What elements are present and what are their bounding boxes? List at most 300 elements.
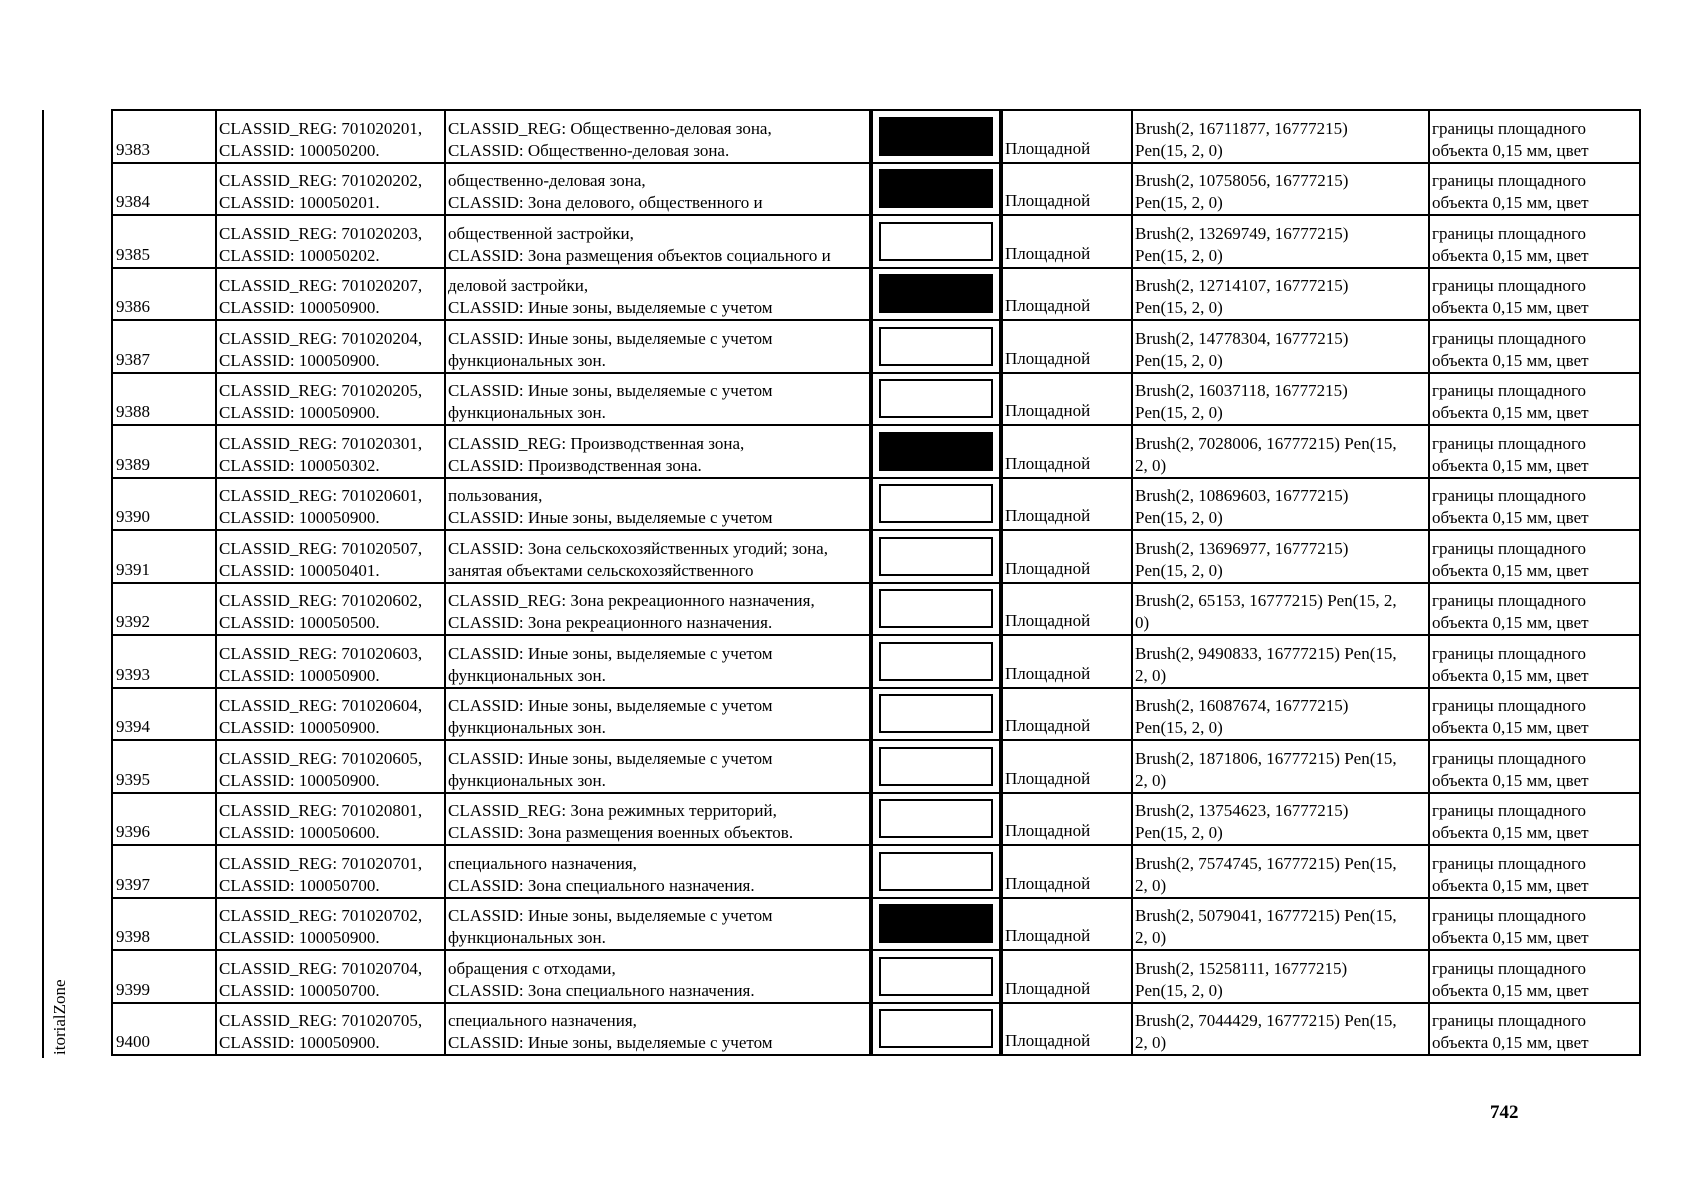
table-row xyxy=(112,163,1640,216)
description-cell xyxy=(445,268,871,321)
description-cell xyxy=(445,478,871,531)
table-row xyxy=(112,950,1640,1003)
type-cell: Площадной xyxy=(1001,268,1132,321)
symbol-cell xyxy=(871,740,1001,793)
note-cell xyxy=(1429,898,1640,951)
description-line-1: CLASSID: Иные зоны, выделяемые с учетом xyxy=(448,906,773,925)
row-number: 9383 xyxy=(112,110,216,163)
description-cell xyxy=(445,1003,871,1056)
description-cell xyxy=(445,163,871,216)
note-cell xyxy=(1429,163,1640,216)
pen-line: Pen(15, 2, 0) xyxy=(1135,193,1223,212)
classid: CLASSID: 100050200. xyxy=(219,140,380,160)
symbol-cell xyxy=(871,425,1001,478)
note-line-1: границы площадного xyxy=(1432,433,1586,453)
classid-cell xyxy=(216,950,445,1003)
row-number: 9394 xyxy=(112,688,216,741)
note-line-1: границы площадного xyxy=(1432,538,1586,558)
row-number: 9389 xyxy=(112,425,216,478)
type-cell: Площадной xyxy=(1001,950,1132,1003)
fill-swatch xyxy=(879,169,993,208)
style-cell xyxy=(1132,635,1429,688)
classid-cell xyxy=(216,898,445,951)
table-row xyxy=(112,425,1640,478)
fill-swatch xyxy=(879,1009,993,1048)
table-row xyxy=(112,845,1640,898)
style-cell xyxy=(1132,530,1429,583)
description-line-1: обращения с отходами, xyxy=(448,958,616,978)
description-line-2: CLASSID: Общественно-деловая зона. xyxy=(448,140,730,160)
type-cell: Площадной xyxy=(1001,215,1132,268)
description-line-1: специального назначения, xyxy=(448,1011,637,1030)
description-cell xyxy=(445,950,871,1003)
classid-cell xyxy=(216,268,445,321)
note-cell xyxy=(1429,320,1640,373)
description-line-2: CLASSID: Зона размещения военных объектов. xyxy=(448,823,794,842)
note-line-1: границы площадного xyxy=(1432,643,1586,663)
classid-reg: CLASSID_REG: 701020205, xyxy=(219,381,423,400)
classid: CLASSID: 100050600. xyxy=(219,823,380,842)
style-cell xyxy=(1132,478,1429,531)
type-cell: Площадной xyxy=(1001,110,1132,163)
description-line-2: CLASSID: Иные зоны, выделяемые с учетом xyxy=(448,508,773,527)
classid-cell xyxy=(216,530,445,583)
pen-line: 2, 0) xyxy=(1135,770,1167,790)
classid: CLASSID: 100050900. xyxy=(219,1033,380,1052)
fill-swatch xyxy=(879,222,993,261)
description-line-1: CLASSID: Иные зоны, выделяемые с учетом xyxy=(448,381,773,400)
description-line-2: CLASSID: Иные зоны, выделяемые с учетом xyxy=(448,298,773,317)
note-cell xyxy=(1429,425,1640,478)
type-cell: Площадной xyxy=(1001,530,1132,583)
classid-reg: CLASSID_REG: 701020201, xyxy=(219,118,423,138)
description-cell xyxy=(445,583,871,636)
classid-cell xyxy=(216,425,445,478)
classid-reg: CLASSID_REG: 701020202, xyxy=(219,171,423,190)
row-number: 9400 xyxy=(112,1003,216,1056)
note-line-1: границы площадного xyxy=(1432,171,1586,190)
brush-line: Brush(2, 1871806, 16777215) Pen(15, xyxy=(1135,748,1397,768)
classid-reg: CLASSID_REG: 701020204, xyxy=(219,328,423,348)
type-cell: Площадной xyxy=(1001,320,1132,373)
brush-line: Brush(2, 14778304, 16777215) xyxy=(1135,328,1349,348)
left-margin-rule xyxy=(42,110,44,1058)
brush-line: Brush(2, 16711877, 16777215) xyxy=(1135,118,1348,138)
style-cell xyxy=(1132,950,1429,1003)
pen-line: 2, 0) xyxy=(1135,665,1167,685)
description-cell xyxy=(445,425,871,478)
description-line-1: пользования, xyxy=(448,486,543,505)
classid-reg: CLASSID_REG: 701020603, xyxy=(219,643,423,663)
brush-line: Brush(2, 15258111, 16777215) xyxy=(1135,958,1348,978)
symbol-cell xyxy=(871,373,1001,426)
fill-swatch xyxy=(879,379,993,418)
symbol-cell xyxy=(871,583,1001,636)
row-number: 9398 xyxy=(112,898,216,951)
note-cell xyxy=(1429,1003,1640,1056)
note-cell xyxy=(1429,373,1640,426)
row-number: 9390 xyxy=(112,478,216,531)
description-line-1: CLASSID_REG: Зона режимных территорий, xyxy=(448,801,777,820)
description-cell xyxy=(445,635,871,688)
style-cell xyxy=(1132,688,1429,741)
classid: CLASSID: 100050900. xyxy=(219,665,380,685)
pen-line: 2, 0) xyxy=(1135,928,1167,947)
description-line-2: функциональных зон. xyxy=(448,665,606,685)
classid: CLASSID: 100050900. xyxy=(219,403,380,422)
symbol-cell xyxy=(871,845,1001,898)
note-line-2: объекта 0,15 мм, цвет xyxy=(1432,298,1589,317)
classid: CLASSID: 100050900. xyxy=(219,928,380,947)
note-line-1: границы площадного xyxy=(1432,1011,1586,1030)
fill-swatch xyxy=(879,432,993,471)
pen-line: 2, 0) xyxy=(1135,875,1167,895)
table-row xyxy=(112,530,1640,583)
description-cell xyxy=(445,793,871,846)
symbol-cell xyxy=(871,635,1001,688)
pen-line: Pen(15, 2, 0) xyxy=(1135,823,1223,842)
style-cell xyxy=(1132,793,1429,846)
row-number: 9391 xyxy=(112,530,216,583)
description-line-2: CLASSID: Зона рекреационного назначения. xyxy=(448,613,773,632)
table-row xyxy=(112,740,1640,793)
symbol-cell xyxy=(871,898,1001,951)
fill-swatch xyxy=(879,274,993,313)
row-number: 9395 xyxy=(112,740,216,793)
symbol-cell xyxy=(871,1003,1001,1056)
fill-swatch xyxy=(879,642,993,681)
symbol-cell xyxy=(871,110,1001,163)
note-cell xyxy=(1429,688,1640,741)
note-cell xyxy=(1429,268,1640,321)
type-cell: Площадной xyxy=(1001,1003,1132,1056)
note-line-1: границы площадного xyxy=(1432,381,1586,400)
description-line-1: CLASSID: Иные зоны, выделяемые с учетом xyxy=(448,643,773,663)
description-line-1: CLASSID_REG: Общественно-деловая зона, xyxy=(448,118,772,138)
row-number: 9385 xyxy=(112,215,216,268)
row-number: 9399 xyxy=(112,950,216,1003)
note-line-2: объекта 0,15 мм, цвет xyxy=(1432,350,1589,370)
description-line-1: деловой застройки, xyxy=(448,276,589,295)
fill-swatch xyxy=(879,799,993,838)
classid-cell xyxy=(216,215,445,268)
description-line-2: функциональных зон. xyxy=(448,770,606,790)
symbol-cell xyxy=(871,530,1001,583)
style-cell xyxy=(1132,583,1429,636)
note-line-2: объекта 0,15 мм, цвет xyxy=(1432,770,1589,790)
row-number: 9393 xyxy=(112,635,216,688)
brush-line: Brush(2, 7044429, 16777215) Pen(15, xyxy=(1135,1011,1397,1030)
classid-reg: CLASSID_REG: 701020301, xyxy=(219,433,423,453)
description-line-2: CLASSID: Производственная зона. xyxy=(448,455,702,475)
row-number: 9392 xyxy=(112,583,216,636)
note-line-2: объекта 0,15 мм, цвет xyxy=(1432,928,1589,947)
row-number: 9397 xyxy=(112,845,216,898)
type-cell: Площадной xyxy=(1001,898,1132,951)
classid-reg: CLASSID_REG: 701020207, xyxy=(219,276,423,295)
note-line-2: объекта 0,15 мм, цвет xyxy=(1432,1033,1589,1052)
brush-line: Brush(2, 13696977, 16777215) xyxy=(1135,538,1349,558)
brush-line: Brush(2, 16037118, 16777215) xyxy=(1135,381,1348,400)
classid-reg: CLASSID_REG: 701020601, xyxy=(219,486,423,505)
table-row xyxy=(112,688,1640,741)
classid-reg: CLASSID_REG: 701020507, xyxy=(219,538,423,558)
row-number: 9384 xyxy=(112,163,216,216)
type-cell: Площадной xyxy=(1001,163,1132,216)
pen-line: Pen(15, 2, 0) xyxy=(1135,560,1223,580)
page-number: 742 xyxy=(1490,1102,1519,1123)
classid: CLASSID: 100050202. xyxy=(219,245,380,265)
description-line-2: функциональных зон. xyxy=(448,403,606,422)
note-cell xyxy=(1429,845,1640,898)
description-line-1: CLASSID: Иные зоны, выделяемые с учетом xyxy=(448,696,773,715)
description-line-1: CLASSID: Иные зоны, выделяемые с учетом xyxy=(448,748,773,768)
description-line-1: общественной застройки, xyxy=(448,223,634,243)
description-line-2: занятая объектами сельскохозяйственного xyxy=(448,560,754,580)
note-line-2: объекта 0,15 мм, цвет xyxy=(1432,613,1589,632)
classid-reg: CLASSID_REG: 701020605, xyxy=(219,748,423,768)
row-number: 9387 xyxy=(112,320,216,373)
style-cell xyxy=(1132,740,1429,793)
classid-reg: CLASSID_REG: 701020704, xyxy=(219,958,423,978)
classid: CLASSID: 100050900. xyxy=(219,718,380,737)
style-cell xyxy=(1132,898,1429,951)
table-row xyxy=(112,583,1640,636)
brush-line: Brush(2, 7028006, 16777215) Pen(15, xyxy=(1135,433,1397,453)
description-line-2: CLASSID: Зона специального назначения. xyxy=(448,980,755,1000)
table-row xyxy=(112,635,1640,688)
row-number: 9386 xyxy=(112,268,216,321)
classid-reg: CLASSID_REG: 701020702, xyxy=(219,906,423,925)
table-row xyxy=(112,110,1640,163)
symbol-cell xyxy=(871,950,1001,1003)
classid: CLASSID: 100050900. xyxy=(219,770,380,790)
type-cell: Площадной xyxy=(1001,688,1132,741)
note-line-2: объекта 0,15 мм, цвет xyxy=(1432,980,1589,1000)
note-cell xyxy=(1429,215,1640,268)
type-cell: Площадной xyxy=(1001,478,1132,531)
type-cell: Площадной xyxy=(1001,425,1132,478)
note-line-1: границы площадного xyxy=(1432,276,1586,295)
brush-line: Brush(2, 12714107, 16777215) xyxy=(1135,276,1349,295)
classid-cell xyxy=(216,1003,445,1056)
note-line-1: границы площадного xyxy=(1432,328,1586,348)
type-cell: Площадной xyxy=(1001,793,1132,846)
note-line-2: объекта 0,15 мм, цвет xyxy=(1432,718,1589,737)
fill-swatch xyxy=(879,957,993,996)
fill-swatch xyxy=(879,904,993,943)
note-cell xyxy=(1429,793,1640,846)
type-cell: Площадной xyxy=(1001,583,1132,636)
note-line-1: границы площадного xyxy=(1432,118,1586,138)
description-cell xyxy=(445,740,871,793)
fill-swatch xyxy=(879,327,993,366)
style-cell xyxy=(1132,163,1429,216)
pen-line: 2, 0) xyxy=(1135,1033,1167,1052)
classid-cell xyxy=(216,583,445,636)
note-line-2: объекта 0,15 мм, цвет xyxy=(1432,455,1589,475)
fill-swatch xyxy=(879,694,993,733)
classid-cell xyxy=(216,478,445,531)
style-cell xyxy=(1132,845,1429,898)
symbol-cell xyxy=(871,268,1001,321)
brush-line: Brush(2, 7574745, 16777215) Pen(15, xyxy=(1135,853,1397,873)
type-cell: Площадной xyxy=(1001,635,1132,688)
description-line-1: CLASSID: Зона сельскохозяйственных угодий; зона, xyxy=(448,538,828,558)
classid-cell xyxy=(216,163,445,216)
row-number: 9388 xyxy=(112,373,216,426)
description-line-1: CLASSID_REG: Производственная зона, xyxy=(448,433,745,453)
note-line-1: границы площадного xyxy=(1432,748,1586,768)
type-cell: Площадной xyxy=(1001,740,1132,793)
classid: CLASSID: 100050401. xyxy=(219,560,380,580)
pen-line: Pen(15, 2, 0) xyxy=(1135,350,1223,370)
classid: CLASSID: 100050700. xyxy=(219,980,380,1000)
description-cell xyxy=(445,845,871,898)
note-cell xyxy=(1429,635,1640,688)
pen-line: 0) xyxy=(1135,613,1150,632)
note-line-2: объекта 0,15 мм, цвет xyxy=(1432,665,1589,685)
brush-line: Brush(2, 16087674, 16777215) xyxy=(1135,696,1349,715)
note-line-2: объекта 0,15 мм, цвет xyxy=(1432,193,1589,212)
classid-cell xyxy=(216,635,445,688)
fill-swatch xyxy=(879,537,993,576)
description-line-2: CLASSID: Зона размещения объектов социального и xyxy=(448,245,831,265)
pen-line: Pen(15, 2, 0) xyxy=(1135,140,1223,160)
fill-swatch xyxy=(879,484,993,523)
description-cell xyxy=(445,373,871,426)
style-cell xyxy=(1132,110,1429,163)
pen-line: Pen(15, 2, 0) xyxy=(1135,298,1223,317)
side-label: itorialZone xyxy=(50,979,69,1055)
style-cell xyxy=(1132,320,1429,373)
note-line-2: объекта 0,15 мм, цвет xyxy=(1432,560,1589,580)
classid-cell xyxy=(216,320,445,373)
classid-reg: CLASSID_REG: 701020705, xyxy=(219,1011,423,1030)
classid: CLASSID: 100050900. xyxy=(219,508,380,527)
note-cell xyxy=(1429,530,1640,583)
table-row xyxy=(112,478,1640,531)
pen-line: Pen(15, 2, 0) xyxy=(1135,980,1223,1000)
table-row xyxy=(112,1003,1640,1056)
style-cell xyxy=(1132,425,1429,478)
note-line-1: границы площадного xyxy=(1432,958,1586,978)
note-line-2: объекта 0,15 мм, цвет xyxy=(1432,140,1589,160)
note-line-2: объекта 0,15 мм, цвет xyxy=(1432,403,1589,422)
description-cell xyxy=(445,110,871,163)
description-line-2: CLASSID: Иные зоны, выделяемые с учетом xyxy=(448,1033,773,1052)
table-row xyxy=(112,215,1640,268)
symbol-cell xyxy=(871,320,1001,373)
description-line-2: функциональных зон. xyxy=(448,350,606,370)
description-cell xyxy=(445,530,871,583)
symbol-cell xyxy=(871,215,1001,268)
note-line-2: объекта 0,15 мм, цвет xyxy=(1432,823,1589,842)
note-cell xyxy=(1429,950,1640,1003)
classid-reg: CLASSID_REG: 701020602, xyxy=(219,591,423,610)
fill-swatch xyxy=(879,589,993,628)
pen-line: Pen(15, 2, 0) xyxy=(1135,508,1223,527)
symbol-cell xyxy=(871,163,1001,216)
pen-line: 2, 0) xyxy=(1135,455,1167,475)
brush-line: Brush(2, 10758056, 16777215) xyxy=(1135,171,1349,190)
brush-line: Brush(2, 13754623, 16777215) xyxy=(1135,801,1349,820)
note-line-2: объекта 0,15 мм, цвет xyxy=(1432,245,1589,265)
description-line-1: общественно-деловая зона, xyxy=(448,171,646,190)
fill-swatch xyxy=(879,117,993,156)
type-cell: Площадной xyxy=(1001,373,1132,426)
classid: CLASSID: 100050700. xyxy=(219,875,380,895)
style-cell xyxy=(1132,373,1429,426)
table-row xyxy=(112,320,1640,373)
brush-line: Brush(2, 5079041, 16777215) Pen(15, xyxy=(1135,906,1397,925)
note-line-1: границы площадного xyxy=(1432,801,1586,820)
classid-cell xyxy=(216,845,445,898)
description-line-2: CLASSID: Зона специального назначения. xyxy=(448,875,755,895)
classid-cell xyxy=(216,110,445,163)
type-cell: Площадной xyxy=(1001,845,1132,898)
note-line-2: объекта 0,15 мм, цвет xyxy=(1432,508,1589,527)
classid-reg: CLASSID_REG: 701020701, xyxy=(219,853,423,873)
style-cell xyxy=(1132,268,1429,321)
classid-cell xyxy=(216,793,445,846)
description-cell xyxy=(445,320,871,373)
classid-cell xyxy=(216,740,445,793)
style-cell xyxy=(1132,1003,1429,1056)
description-line-1: CLASSID_REG: Зона рекреационного назначения, xyxy=(448,591,815,610)
classid: CLASSID: 100050500. xyxy=(219,613,380,632)
fill-swatch xyxy=(879,747,993,786)
symbol-cell xyxy=(871,478,1001,531)
note-cell xyxy=(1429,110,1640,163)
classid: CLASSID: 100050302. xyxy=(219,455,380,475)
classid-reg: CLASSID_REG: 701020203, xyxy=(219,223,423,243)
note-line-1: границы площадного xyxy=(1432,591,1586,610)
table-row xyxy=(112,373,1640,426)
style-cell xyxy=(1132,215,1429,268)
description-cell xyxy=(445,898,871,951)
description-line-1: CLASSID: Иные зоны, выделяемые с учетом xyxy=(448,328,773,348)
pen-line: Pen(15, 2, 0) xyxy=(1135,245,1223,265)
row-number: 9396 xyxy=(112,793,216,846)
description-line-2: функциональных зон. xyxy=(448,928,606,947)
classid: CLASSID: 100050900. xyxy=(219,350,380,370)
note-line-1: границы площадного xyxy=(1432,486,1586,505)
description-cell xyxy=(445,215,871,268)
classid-cell xyxy=(216,373,445,426)
table-row xyxy=(112,793,1640,846)
classid: CLASSID: 100050900. xyxy=(219,298,380,317)
note-cell xyxy=(1429,478,1640,531)
note-line-1: границы площадного xyxy=(1432,696,1586,715)
pen-line: Pen(15, 2, 0) xyxy=(1135,718,1223,737)
classifier-table xyxy=(111,109,1641,1056)
brush-line: Brush(2, 10869603, 16777215) xyxy=(1135,486,1349,505)
table-row xyxy=(112,898,1640,951)
classid-cell xyxy=(216,688,445,741)
symbol-cell xyxy=(871,793,1001,846)
classid: CLASSID: 100050201. xyxy=(219,193,380,212)
description-cell xyxy=(445,688,871,741)
note-line-1: границы площадного xyxy=(1432,853,1586,873)
symbol-cell xyxy=(871,688,1001,741)
classid-reg: CLASSID_REG: 701020604, xyxy=(219,696,423,715)
description-line-1: специального назначения, xyxy=(448,853,637,873)
description-line-2: функциональных зон. xyxy=(448,718,606,737)
brush-line: Brush(2, 65153, 16777215) Pen(15, 2, xyxy=(1135,591,1397,610)
brush-line: Brush(2, 13269749, 16777215) xyxy=(1135,223,1349,243)
brush-line: Brush(2, 9490833, 16777215) Pen(15, xyxy=(1135,643,1397,663)
